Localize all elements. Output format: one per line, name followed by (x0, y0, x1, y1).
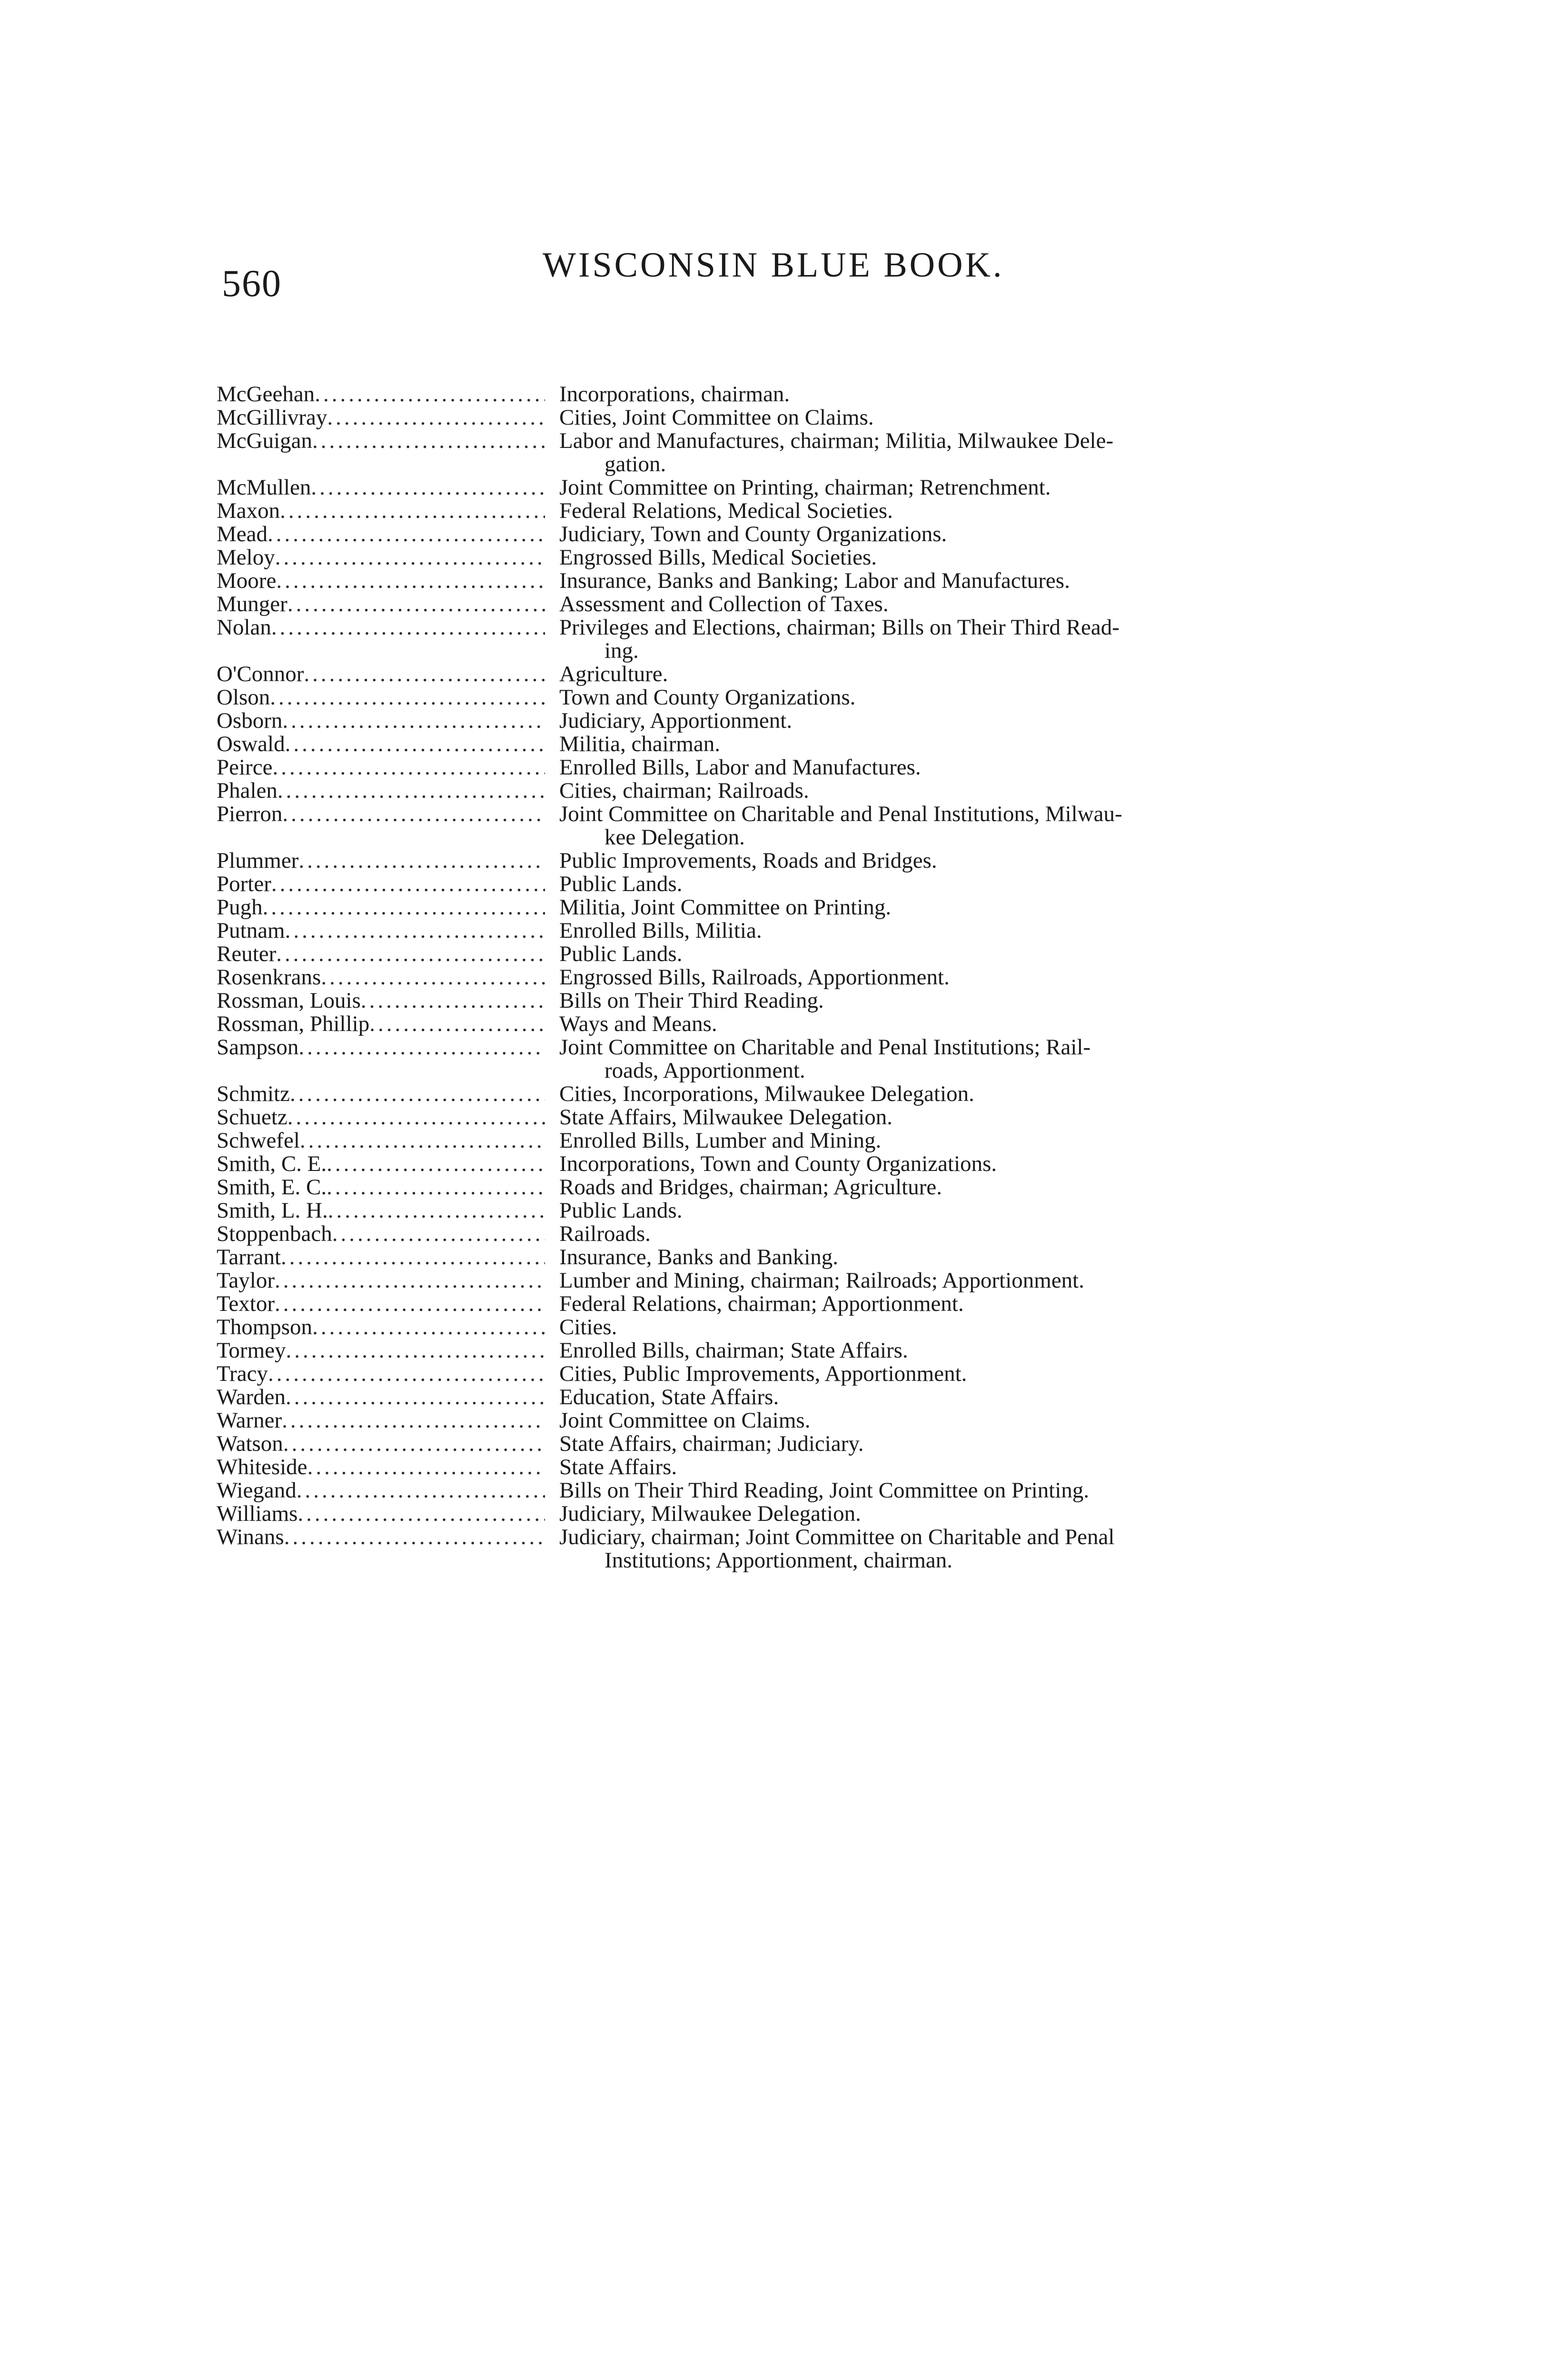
committee-assignments: Judiciary, Milwaukee Delegation. (559, 1501, 861, 1526)
committee-assignments: Joint Committee on Printing, chairman; Retrenchment. (559, 475, 1051, 500)
roster-row (217, 616, 1373, 639)
committee-assignments: Engrossed Bills, Railroads, Apportionment. (559, 965, 950, 990)
member-name: Tormey (217, 1339, 286, 1362)
roster-row (217, 873, 1373, 896)
dot-leader (369, 1012, 545, 1036)
roster-row (217, 709, 1373, 733)
member-name: Putnam (217, 919, 285, 942)
roster-row (217, 406, 1373, 429)
committee-assignments: Enrolled Bills, Lumber and Mining. (559, 1128, 882, 1153)
member-name: McGuigan (217, 429, 313, 453)
committee-assignments: Militia, Joint Committee on Printing. (559, 895, 892, 920)
dot-leader (298, 849, 545, 873)
dot-leader (290, 1082, 545, 1106)
member-name: Schuetz (217, 1106, 287, 1129)
committee-assignments: Joint Committee on Claims. (559, 1408, 811, 1433)
committee-assignments: Agriculture. (559, 662, 668, 686)
roster-row (217, 1199, 1373, 1222)
roster-row (217, 593, 1373, 616)
member-name-cell (217, 849, 559, 873)
member-name: Phalen (217, 779, 277, 803)
committee-assignments: Joint Committee on Charitable and Penal Institutions; Rail- (559, 1035, 1091, 1060)
member-name-cell (217, 1292, 559, 1316)
dot-leader (263, 896, 545, 919)
member-name-cell (217, 499, 559, 523)
page-title: WISCONSIN BLUE BOOK. (543, 246, 1004, 285)
member-name-cell (217, 406, 559, 429)
member-name: Schwefel (217, 1129, 300, 1152)
member-name: Schmitz (217, 1082, 290, 1106)
member-name: Meloy (217, 546, 275, 569)
member-name: Maxon (217, 499, 280, 523)
committee-assignments: gation. (605, 452, 666, 476)
member-name-cell (217, 966, 559, 989)
committee-assignments: Education, State Affairs. (559, 1385, 779, 1409)
member-name-cell (217, 779, 559, 803)
committee-assignments: Insurance, Banks and Banking. (559, 1245, 839, 1269)
member-name-cell (217, 1222, 559, 1246)
committee-assignments: roads, Apportionment. (605, 1058, 805, 1083)
member-name: Plummer (217, 849, 299, 873)
dot-leader (327, 1152, 545, 1176)
roster-row-continuation (217, 826, 1373, 849)
committee-assignments: Enrolled Bills, Militia. (559, 918, 762, 943)
member-name-cell (217, 1106, 559, 1129)
committee-assignments: Public Lands. (559, 872, 683, 896)
member-name-cell (217, 1082, 559, 1106)
member-name-cell (217, 1432, 559, 1456)
dot-leader (307, 1456, 545, 1479)
dot-leader (287, 593, 545, 616)
dot-leader (283, 1432, 545, 1456)
committee-assignments: Federal Relations, chairman; Apportionment. (559, 1291, 964, 1316)
roster-row (217, 1339, 1373, 1362)
member-name-cell (217, 1456, 559, 1479)
member-name: Tracy (217, 1362, 268, 1386)
committee-assignments: Bills on Their Third Reading. (559, 988, 824, 1013)
member-name: McMullen (217, 476, 311, 499)
dot-leader (312, 1316, 545, 1339)
member-name-cell (217, 593, 559, 616)
dot-leader (275, 1269, 545, 1292)
member-name-cell (217, 1479, 559, 1502)
committee-roster (217, 383, 1373, 1572)
member-name: Peirce (217, 756, 273, 779)
roster-row (217, 919, 1373, 942)
roster-row (217, 476, 1373, 499)
roster-row (217, 1106, 1373, 1129)
committee-assignments: Incorporations, Town and County Organizations. (559, 1151, 997, 1176)
roster-row (217, 1129, 1373, 1152)
member-name: Rosenkrans (217, 966, 321, 989)
dot-leader (321, 966, 545, 989)
dot-leader (300, 1129, 545, 1152)
dot-leader (315, 383, 545, 406)
member-name-cell (217, 686, 559, 709)
committee-assignments: Assessment and Collection of Taxes. (559, 592, 889, 616)
dot-leader (272, 756, 545, 779)
committee-assignments: Cities. (559, 1315, 617, 1339)
committee-assignments: Cities, chairman; Railroads. (559, 778, 809, 803)
roster-row (217, 1502, 1373, 1526)
committee-assignments: Engrossed Bills, Medical Societies. (559, 545, 877, 570)
dot-leader (327, 1176, 545, 1199)
dot-leader (277, 779, 545, 803)
roster-row-continuation (217, 1059, 1373, 1082)
member-name: Smith, E. C. (217, 1176, 327, 1199)
member-name: Reuter (217, 942, 277, 966)
committee-assignments: Cities, Incorporations, Milwaukee Delegation. (559, 1081, 974, 1106)
committee-assignments: kee Delegation. (605, 825, 745, 850)
member-name-cell (217, 1176, 559, 1199)
dot-leader (284, 1526, 545, 1549)
roster-row (217, 1269, 1373, 1292)
member-name-cell (217, 1269, 559, 1292)
member-name: Rossman, Phillip (217, 1012, 370, 1036)
roster-row (217, 663, 1373, 686)
member-name-cell (217, 1152, 559, 1176)
committee-assignments: Enrolled Bills, chairman; State Affairs. (559, 1338, 908, 1363)
dot-leader (286, 1386, 545, 1409)
member-name-cell (217, 733, 559, 756)
roster-row-continuation (217, 1549, 1373, 1572)
member-name: Warner (217, 1409, 282, 1432)
committee-assignments: Roads and Bridges, chairman; Agriculture. (559, 1175, 942, 1200)
member-name-cell (217, 1246, 559, 1269)
member-name: Wiegand (217, 1479, 297, 1502)
committee-assignments: Judiciary, chairman; Joint Committee on Charitable and Penal (559, 1525, 1115, 1549)
roster-row (217, 1222, 1373, 1246)
committee-assignments: Incorporations, chairman. (559, 382, 790, 407)
member-name: Winans (217, 1526, 284, 1549)
member-name: Rossman, Louis (217, 989, 361, 1012)
roster-row (217, 523, 1373, 546)
dot-leader (332, 1222, 545, 1246)
dot-leader (286, 1339, 545, 1362)
member-name-cell (217, 756, 559, 779)
member-name: Textor (217, 1292, 275, 1316)
committee-assignments: Labor and Manufactures, chairman; Militia, Milwaukee Dele- (559, 428, 1114, 453)
member-name-cell (217, 429, 559, 453)
dot-leader (270, 686, 545, 709)
roster-row (217, 849, 1373, 873)
member-name: Oswald (217, 733, 285, 756)
member-name-cell (217, 1129, 559, 1152)
roster-row (217, 779, 1373, 803)
member-name-cell (217, 1362, 559, 1386)
member-name: O'Connor (217, 663, 304, 686)
dot-leader (297, 1479, 545, 1502)
dot-leader (285, 733, 545, 756)
committee-assignments: Railroads. (559, 1221, 651, 1246)
roster-row (217, 1246, 1373, 1269)
dot-leader (312, 429, 545, 453)
dot-leader (328, 1199, 545, 1222)
dot-leader (361, 989, 545, 1012)
roster-row (217, 1176, 1373, 1199)
roster-row-continuation (217, 639, 1373, 663)
member-name: Porter (217, 873, 271, 896)
committee-assignments: Cities, Joint Committee on Claims. (559, 405, 874, 430)
committee-assignments: Privileges and Elections, chairman; Bills on Their Third Read- (559, 615, 1120, 640)
member-name-cell (217, 569, 559, 593)
member-name: Pugh (217, 896, 263, 919)
member-name: Williams (217, 1502, 298, 1526)
roster-row-continuation (217, 453, 1373, 476)
roster-row (217, 383, 1373, 406)
roster-row (217, 1152, 1373, 1176)
committee-assignments: Public Lands. (559, 1198, 683, 1223)
roster-row (217, 569, 1373, 593)
roster-row (217, 989, 1373, 1012)
committee-assignments: State Affairs. (559, 1455, 677, 1479)
member-name: Warden (217, 1386, 286, 1409)
member-name-cell (217, 919, 559, 942)
member-name: Thompson (217, 1316, 313, 1339)
roster-row (217, 1292, 1373, 1316)
dot-leader (280, 499, 545, 523)
member-name: Mead (217, 523, 268, 546)
member-name-cell (217, 1526, 559, 1549)
dot-leader (304, 663, 545, 686)
committee-assignments: Insurance, Banks and Banking; Labor and Manufactures. (559, 568, 1070, 593)
dot-leader (268, 1362, 545, 1386)
roster-row (217, 546, 1373, 569)
committee-assignments: Bills on Their Third Reading, Joint Committee on Printing. (559, 1478, 1090, 1503)
member-name-cell (217, 709, 559, 733)
dot-leader (268, 523, 545, 546)
committee-assignments: ing. (605, 638, 639, 663)
member-name-cell (217, 1339, 559, 1362)
roster-row (217, 1386, 1373, 1409)
member-name-cell (217, 1199, 559, 1222)
committee-assignments: Ways and Means. (559, 1012, 717, 1036)
dot-leader (297, 1502, 545, 1526)
dot-leader (287, 1106, 545, 1129)
member-name-cell (217, 1012, 559, 1036)
dot-leader (276, 942, 545, 966)
roster-row (217, 942, 1373, 966)
dot-leader (282, 1409, 545, 1432)
member-name: Osborn (217, 709, 283, 733)
member-name: Olson (217, 686, 270, 709)
committee-assignments: Cities, Public Improvements, Apportionment. (559, 1361, 967, 1386)
dot-leader (327, 406, 545, 429)
committee-assignments: State Affairs, chairman; Judiciary. (559, 1431, 864, 1456)
member-name-cell (217, 989, 559, 1012)
roster-row (217, 1432, 1373, 1456)
member-name-cell (217, 1386, 559, 1409)
member-name-cell (217, 616, 559, 639)
member-name: Taylor (217, 1269, 275, 1292)
member-name-cell (217, 663, 559, 686)
committee-assignments: Judiciary, Town and County Organizations. (559, 522, 947, 546)
committee-assignments: Joint Committee on Charitable and Penal Institutions, Milwau- (559, 802, 1122, 826)
member-name-cell (217, 383, 559, 406)
dot-leader (281, 1246, 545, 1269)
dot-leader (282, 803, 545, 826)
dot-leader (275, 1292, 545, 1316)
dot-leader (275, 546, 545, 569)
member-name-cell (217, 523, 559, 546)
member-name: Pierron (217, 803, 283, 826)
roster-row (217, 1012, 1373, 1036)
committee-assignments: Town and County Organizations. (559, 685, 856, 710)
member-name-cell (217, 896, 559, 919)
dot-leader (311, 476, 545, 499)
committee-assignments: Lumber and Mining, chairman; Railroads; Apportionment. (559, 1268, 1084, 1293)
dot-leader (276, 569, 545, 593)
member-name: McGillivray (217, 406, 327, 429)
roster-row (217, 686, 1373, 709)
roster-row (217, 966, 1373, 989)
member-name: Stoppenbach (217, 1222, 332, 1246)
roster-row (217, 1479, 1373, 1502)
roster-row (217, 896, 1373, 919)
member-name-cell (217, 873, 559, 896)
committee-assignments: State Affairs, Milwaukee Delegation. (559, 1105, 893, 1130)
committee-assignments: Public Lands. (559, 942, 683, 966)
member-name-cell (217, 803, 559, 826)
committee-assignments: Federal Relations, Medical Societies. (559, 498, 893, 523)
roster-row (217, 733, 1373, 756)
committee-assignments: Judiciary, Apportionment. (559, 708, 793, 733)
roster-row (217, 1362, 1373, 1386)
member-name-cell (217, 1316, 559, 1339)
page-number: 560 (222, 263, 282, 305)
member-name: McGeehan (217, 383, 315, 406)
member-name-cell (217, 1409, 559, 1432)
committee-assignments: Enrolled Bills, Labor and Manufactures. (559, 755, 921, 780)
member-name-cell (217, 1502, 559, 1526)
member-name: Tarrant (217, 1246, 281, 1269)
roster-row (217, 1526, 1373, 1549)
roster-row (217, 429, 1373, 453)
member-name: Smith, L. H. (217, 1199, 328, 1222)
member-name: Moore (217, 569, 277, 593)
member-name-cell (217, 1036, 559, 1059)
member-name: Munger (217, 593, 287, 616)
member-name: Whiteside (217, 1456, 307, 1479)
dot-leader (282, 709, 545, 733)
roster-row (217, 1316, 1373, 1339)
member-name-cell (217, 942, 559, 966)
roster-row (217, 1409, 1373, 1432)
member-name-cell (217, 476, 559, 499)
member-name: Smith, C. E. (217, 1152, 327, 1176)
roster-row (217, 803, 1373, 826)
dot-leader (285, 919, 545, 942)
roster-row (217, 1082, 1373, 1106)
roster-row (217, 499, 1373, 523)
member-name: Nolan (217, 616, 271, 639)
roster-row (217, 1456, 1373, 1479)
committee-assignments: Public Improvements, Roads and Bridges. (559, 848, 937, 873)
dot-leader (271, 873, 545, 896)
member-name-cell (217, 546, 559, 569)
roster-row (217, 756, 1373, 779)
roster-row (217, 1036, 1373, 1059)
member-name: Watson (217, 1432, 283, 1456)
committee-assignments: Militia, chairman. (559, 732, 721, 756)
dot-leader (271, 616, 545, 639)
member-name: Sampson (217, 1036, 299, 1059)
dot-leader (298, 1036, 545, 1059)
committee-assignments: Institutions; Apportionment, chairman. (605, 1548, 953, 1573)
